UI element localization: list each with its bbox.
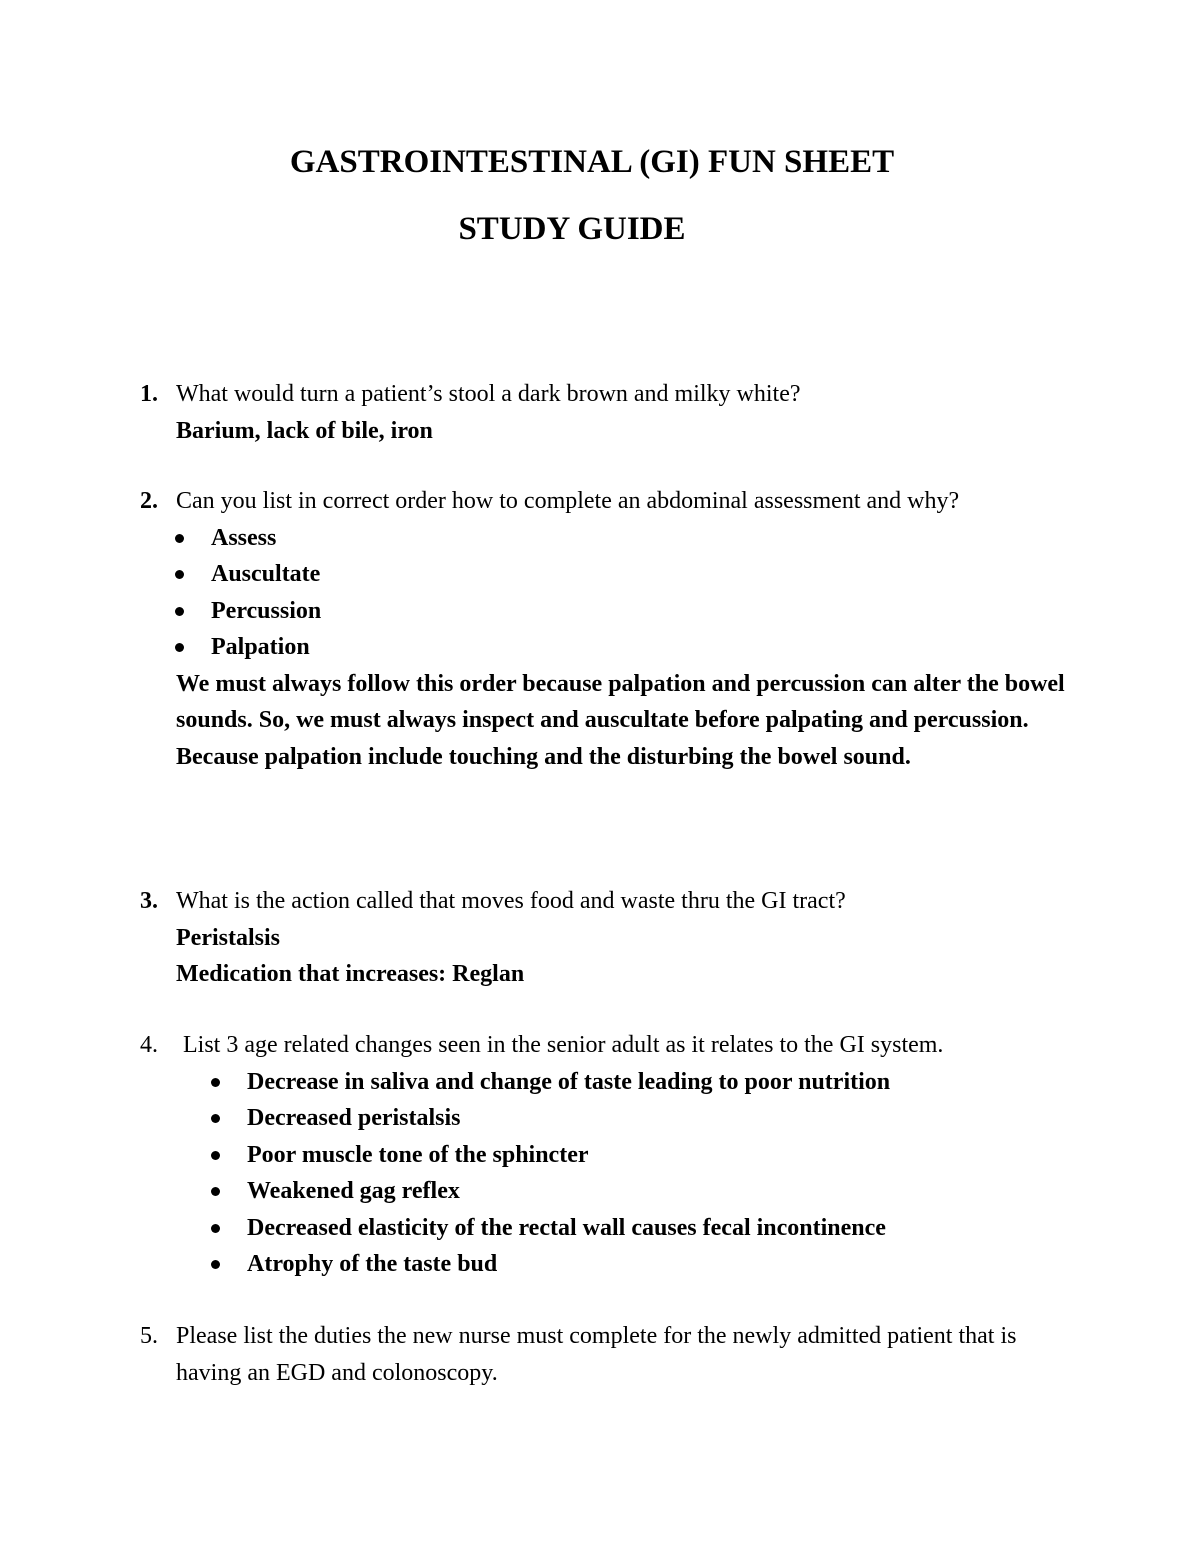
list-item: Palpation (140, 629, 1070, 666)
question-2 (140, 483, 1070, 775)
page-title: GASTROINTESTINAL (GI) FUN SHEET (289, 144, 895, 180)
question-5 (140, 1318, 1070, 1391)
question-4 (140, 1027, 1070, 1283)
question-text: List 3 age related changes seen in the senior adult as it relates to the GI system. (183, 1032, 944, 1058)
answer-bullet-list (140, 1064, 1070, 1283)
question-number: 2. (140, 488, 158, 514)
list-item: Poor muscle tone of the sphincter (140, 1137, 1070, 1174)
question-number: 4. (140, 1032, 158, 1058)
list-item: Assess (140, 520, 1070, 557)
list-item: Atrophy of the taste bud (140, 1246, 1070, 1283)
question-3 (140, 883, 1070, 993)
list-item: Auscultate (140, 556, 1070, 593)
answer-text: Barium, lack of bile, iron (176, 417, 433, 444)
answer-explanation: We must always follow this order because palpation and percussion can alter the bowel sounds. So, we must always inspect and auscultate before palpating and percussion. Because palpation include touching and the disturbing the bowel sound. (176, 670, 1065, 770)
answer-text: Medication that increases: Reglan (176, 961, 525, 987)
list-item: Decrease in saliva and change of taste leading to poor nutrition (140, 1064, 1070, 1101)
answer-text: Peristalsis (176, 924, 280, 951)
answer-bullet-list (140, 520, 1070, 666)
question-number: 3. (140, 888, 158, 914)
list-item: Percussion (140, 593, 1070, 630)
list-item: Decreased elasticity of the rectal wall causes fecal incontinence (140, 1210, 1070, 1247)
question-1 (140, 376, 1070, 449)
question-text: Can you list in correct order how to complete an abdominal assessment and why? (176, 488, 960, 514)
question-number: 5. (140, 1323, 158, 1349)
list-item: Weakened gag reflex (140, 1173, 1070, 1210)
question-number: 1. (140, 381, 158, 407)
question-text: What is the action called that moves food and waste thru the GI tract? (176, 888, 846, 914)
question-text: What would turn a patient’s stool a dark brown and milky white? (176, 381, 801, 407)
page-subtitle: STUDY GUIDE (458, 211, 686, 247)
question-text: Please list the duties the new nurse must complete for the newly admitted patient that is having an EGD and colonoscopy. (176, 1323, 1017, 1386)
list-item: Decreased peristalsis (140, 1100, 1070, 1137)
